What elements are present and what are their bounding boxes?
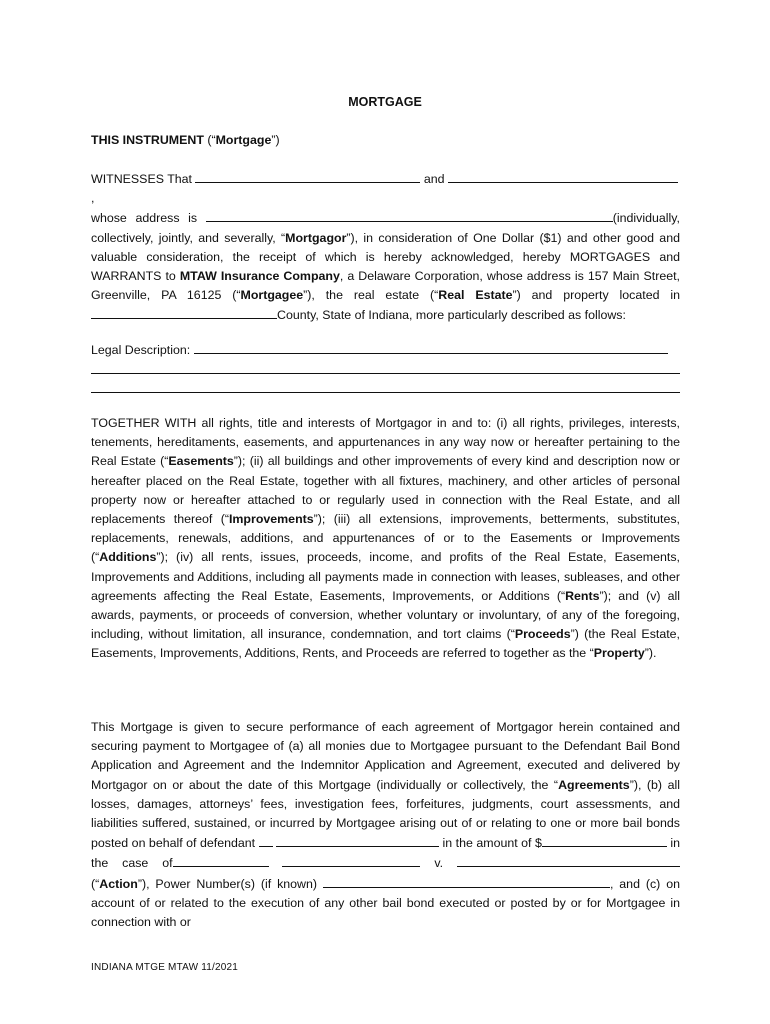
term-rents: Rents (565, 588, 600, 603)
instrument-lead: THIS INSTRUMENT (91, 133, 204, 147)
witnesses-text: ”) and property located in (512, 288, 681, 303)
given-text: v. (420, 856, 457, 871)
witnesses-text: , a Delaware Corporation, whose address is 157 Main Street, Greenville, PA 16125 (“ (91, 269, 680, 303)
given-text: ”), (b) all losses, damages, attorneys’ fees, investigation fees, forfeitures, judgments, court assessments, and liabilities suffered, sustained, or incurred by Mortgagee arising out of or relating to one or more bail bonds posted on behalf of defendant (91, 777, 680, 851)
witnesses-text: (individually, collectively, jointly, and severally, “ (91, 211, 680, 245)
witnesses-text: whose address is (91, 211, 206, 226)
witnesses-text: County, State of Indiana, more particularly described as follows: (277, 308, 626, 323)
case-plaintiff-blank-2[interactable] (282, 853, 420, 867)
legal-description-line-3[interactable] (91, 392, 680, 393)
instrument-name: Mortgage (215, 133, 272, 147)
defendant-blank-1[interactable] (259, 833, 273, 847)
term-action: Action (99, 876, 138, 891)
mortgagor-name-blank-1[interactable] (195, 169, 420, 183)
case-defendant-blank[interactable] (457, 853, 680, 867)
term-improvements: Improvements (228, 512, 314, 527)
together-text: ”) (the Real Estate, Easements, Improvements, Additions, Rents, and Proceeds are referred to together as the “ (91, 627, 680, 661)
given-text: (“ (91, 876, 100, 891)
security-paragraph (91, 718, 680, 932)
county-blank[interactable] (91, 305, 277, 319)
given-text: This Mortgage is given to secure performance of each agreement of Mortgagor herein contained and securing payment to Mortgagee of (a) all monies due to Mortgagee pursuant to the Defendant Bail Bond Application and Agreement and the Indemnitor Application and Agreement, executed and delivered by Mortgagor on or about the date of this Mortgage (individually or collectively, the “ (91, 720, 680, 792)
power-number-blank[interactable] (323, 874, 610, 888)
witnesses-text: ”), in consideration of One Dollar ($1) and other good and valuable consideration, the receipt of which is hereby acknowledged, hereby MORTGAGES and WARRANTS to (91, 230, 680, 284)
legal-description-line-2[interactable] (91, 373, 680, 374)
given-text: , and (c) on account of or related to the execution of any other bail bond executed or posted by or for Mortgagee in connection with or (91, 876, 680, 930)
company-name: MTAW Insurance Company (179, 269, 340, 284)
witnesses-text: ”), the real estate (“ (303, 288, 439, 303)
instrument-paren-close: ”) (271, 133, 280, 147)
together-text: ”). (644, 646, 657, 661)
term-real-estate: Real Estate (438, 288, 513, 303)
term-proceeds: Proceeds (514, 627, 571, 642)
witnesses-text: , (91, 191, 95, 206)
together-text: ”); (iv) all rents, issues, proceeds, income, and profits of the Real Estate, Easements, Improvements and Additions, including all payments made in connection with leases, subleases, and other agreements affecting the Real Estate, Easements, Improvements, or Additions (“ (91, 550, 680, 603)
witnesses-paragraph (91, 169, 680, 326)
given-text: in the case of (91, 836, 680, 871)
instrument-line (91, 131, 680, 150)
witnesses-text: and (420, 172, 448, 186)
term-easements: Easements (168, 454, 234, 469)
legal-description-line (91, 340, 680, 360)
term-mortgagee: Mortgagee (240, 288, 304, 303)
defendant-blank-2[interactable] (276, 833, 439, 847)
document-footer: INDIANA MTGE MTAW 11/2021 (91, 962, 239, 973)
given-text: in the amount of $ (439, 836, 542, 851)
mortgagor-name-blank-2[interactable] (448, 169, 678, 183)
together-text: TOGETHER WITH all rights, title and interests of Mortgagor in and to: (i) all rights, privileges, interests, tenements, hereditaments, easements, and appurtenances in any way now or hereafter pertaining to the Real Estate (“ (91, 416, 680, 469)
term-property: Property (593, 646, 645, 661)
amount-blank[interactable] (542, 833, 667, 847)
case-plaintiff-blank[interactable] (173, 853, 269, 867)
together-text: ”); (iii) all extensions, improvements, betterments, substitutes, replacements, renewals, additions, and appurtenances of or to the Easements or Improvements (“ (91, 512, 681, 565)
term-agreements: Agreements (558, 777, 630, 792)
together-with-paragraph (91, 414, 680, 664)
document-title: MORTGAGE (348, 95, 422, 109)
legal-description-label: Legal Description: (91, 343, 194, 357)
mortgagor-address-blank[interactable] (206, 208, 613, 222)
given-text: ”), Power Number(s) (if known) (137, 876, 323, 891)
legal-description-blank[interactable] (194, 340, 668, 354)
witnesses-text: WITNESSES That (91, 172, 196, 186)
term-additions: Additions (99, 550, 157, 565)
together-text: ”); and (v) all awards, payments, or proceeds of conversion, whether voluntary or involuntary, of any of the foregoing, including, without limitation, all insurance, condemnation, and tort claims (“ (91, 588, 681, 642)
term-mortgagor: Mortgagor (285, 230, 347, 245)
instrument-paren-open: (“ (203, 133, 216, 147)
together-text: ”); (ii) all buildings and other improvements of every kind and description now or hereafter placed on the Real Estate, together with all fixtures, machinery, and other articles of personal property now or hereafter attached to or regularly used in connection with the Real Estate, and all replacements thereof (“ (91, 454, 681, 527)
